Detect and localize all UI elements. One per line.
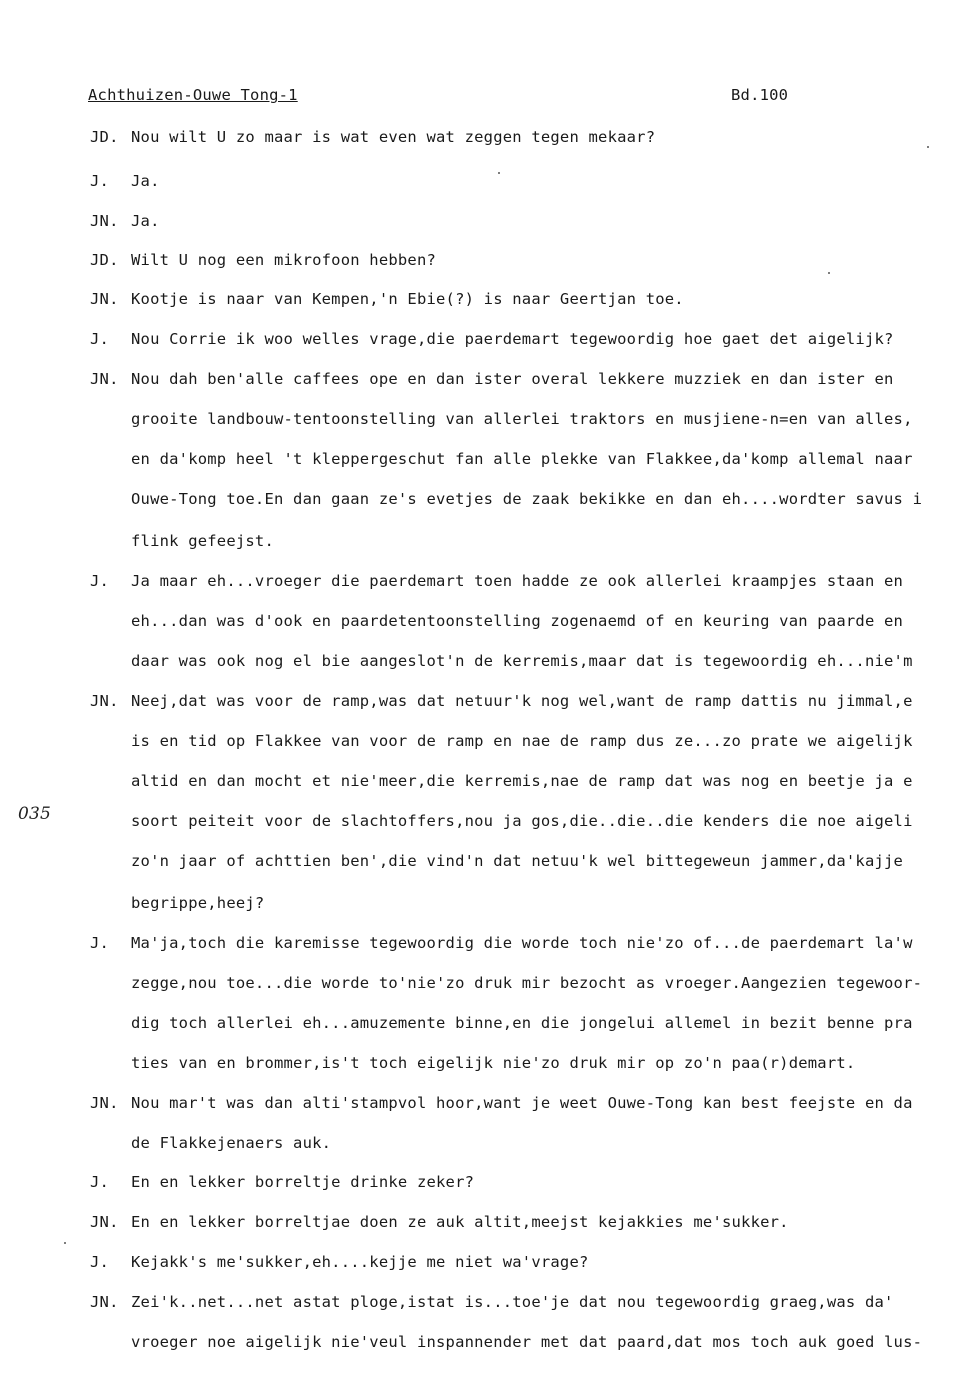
line-text: grooite landbouw-tentoonstelling van allerlei traktors en musjiene-n=en van alles, xyxy=(131,410,913,428)
transcript-line xyxy=(0,1134,960,1156)
line-text: En en lekker borreltjae doen ze auk altit,meejst kejakkies me'sukker. xyxy=(131,1213,789,1231)
transcript-line xyxy=(0,410,960,432)
paper-speck xyxy=(64,1242,66,1244)
line-text: Kootje is naar van Kempen,'n Ebie(?) is naar Geertjan toe. xyxy=(131,290,684,308)
header-title: Achthuizen-Ouwe Tong-1 xyxy=(88,86,298,104)
line-text: Ma'ja,toch die karemisse tegewoordig die worde toch nie'zo of...de paerdemart la'w xyxy=(131,934,913,952)
transcript-line xyxy=(0,812,960,834)
transcript-line xyxy=(0,1333,960,1355)
transcript-line xyxy=(0,172,960,194)
speaker-label: JN. xyxy=(90,290,119,308)
line-text: daar was ook nog el bie aangeslot'n de kerremis,maar dat is tegewoordig eh...nie'm xyxy=(131,652,913,670)
line-text: Nou wilt U zo maar is wat even wat zeggen tegen mekaar? xyxy=(131,128,656,146)
speaker-label: JN. xyxy=(90,370,119,388)
transcript-line xyxy=(0,370,960,392)
transcript-line xyxy=(0,212,960,234)
transcript-line xyxy=(0,894,960,916)
speaker-label: JN. xyxy=(90,212,119,230)
transcript-line xyxy=(0,692,960,714)
speaker-label: J. xyxy=(90,572,110,590)
speaker-label: JD. xyxy=(90,128,119,146)
transcript-line xyxy=(0,330,960,352)
line-text: flink gefeejst. xyxy=(131,532,274,550)
line-text: de Flakkejenaers auk. xyxy=(131,1134,332,1152)
transcript-line xyxy=(0,612,960,634)
page-number: Bd.100 xyxy=(731,86,789,104)
paper-speck xyxy=(498,172,500,174)
transcript-line xyxy=(0,290,960,312)
transcript-line xyxy=(0,652,960,674)
transcript-line xyxy=(0,1293,960,1315)
line-text: ties van en brommer,is't toch eigelijk nie'zo druk mir op zo'n paa(r)demart. xyxy=(131,1054,856,1072)
margin-note: 035 xyxy=(18,804,52,824)
paper-speck xyxy=(927,146,929,148)
line-text: Kejakk's me'sukker,eh....kejje me niet wa'vrage? xyxy=(131,1253,589,1271)
speaker-label: J. xyxy=(90,934,110,952)
line-text: Nou mar't was dan alti'stampvol hoor,want je weet Ouwe-Tong kan best feejste en da xyxy=(131,1094,913,1112)
transcript-line xyxy=(0,1253,960,1275)
transcript-line xyxy=(0,732,960,754)
line-text: En en lekker borreltje drinke zeker? xyxy=(131,1173,475,1191)
line-text: vroeger noe aigelijk nie'veul inspannender met dat paard,dat mos toch auk goed lus- xyxy=(131,1333,923,1351)
line-text: Neej,dat was voor de ramp,was dat netuur'k nog wel,want de ramp dattis nu jimmal,e xyxy=(131,692,913,710)
line-text: Wilt U nog een mikrofoon hebben? xyxy=(131,251,437,269)
line-text: altid en dan mocht et nie'meer,die kerremis,nae de ramp dat was nog en beetje ja e xyxy=(131,772,913,790)
transcript-line xyxy=(0,532,960,554)
speaker-label: JN. xyxy=(90,692,119,710)
line-text: Ouwe-Tong toe.En dan gaan ze's evetjes de zaak bekikke en dan eh....wordter savus i xyxy=(131,490,923,508)
transcript-line xyxy=(0,1014,960,1036)
line-text: eh...dan was d'ook en paardetentoonstelling zogenaemd of en keuring van paarde en xyxy=(131,612,904,630)
line-text: Zei'k..net...net astat ploge,istat is...toe'je dat nou tegewoordig graeg,was da' xyxy=(131,1293,894,1311)
speaker-label: JN. xyxy=(90,1213,119,1231)
speaker-label: J. xyxy=(90,172,110,190)
line-text: Nou dah ben'alle caffees ope en dan ister overal lekkere muzziek en dan ister en xyxy=(131,370,894,388)
transcript-line xyxy=(0,1173,960,1195)
line-text: zo'n jaar of achttien ben',die vind'n dat netuu'k wel bittegeweun jammer,da'kajje xyxy=(131,852,904,870)
speaker-label: JN. xyxy=(90,1293,119,1311)
transcript-line xyxy=(0,1213,960,1235)
line-text: Ja maar eh...vroeger die paerdemart toen hadde ze ook allerlei kraampjes staan en xyxy=(131,572,904,590)
transcript-line xyxy=(0,1054,960,1076)
line-text: Ja. xyxy=(131,172,160,190)
transcript-line xyxy=(0,1094,960,1116)
transcript-line xyxy=(0,772,960,794)
speaker-label: J. xyxy=(90,1253,110,1271)
line-text: begrippe,heej? xyxy=(131,894,265,912)
line-text: zegge,nou toe...die worde to'nie'zo druk mir bezocht as vroeger.Aangezien tegewoor- xyxy=(131,974,923,992)
line-text: dig toch allerlei eh...amuzemente binne,en die jongelui allemel in bezit benne pra xyxy=(131,1014,913,1032)
transcript-line xyxy=(0,974,960,996)
transcript-line xyxy=(0,852,960,874)
transcript-line xyxy=(0,572,960,594)
transcript-line xyxy=(0,934,960,956)
speaker-label: JN. xyxy=(90,1094,119,1112)
speaker-label: JD. xyxy=(90,251,119,269)
line-text: en da'komp heel 't kleppergeschut fan alle plekke van Flakkee,da'komp allemal naar xyxy=(131,450,913,468)
line-text: Nou Corrie ik woo welles vrage,die paerdemart tegewoordig hoe gaet det aigelijk? xyxy=(131,330,894,348)
line-text: is en tid op Flakkee van voor de ramp en nae de ramp dus ze...zo prate we aigelijk xyxy=(131,732,913,750)
transcript-line xyxy=(0,490,960,512)
transcript-line xyxy=(0,251,960,273)
speaker-label: J. xyxy=(90,1173,110,1191)
speaker-label: J. xyxy=(90,330,110,348)
line-text: Ja. xyxy=(131,212,160,230)
paper-speck xyxy=(828,272,830,274)
line-text: soort peiteit voor de slachtoffers,nou ja gos,die..die..die kenders die noe aigeli xyxy=(131,812,913,830)
transcript-line xyxy=(0,450,960,472)
transcript-line xyxy=(0,128,960,150)
